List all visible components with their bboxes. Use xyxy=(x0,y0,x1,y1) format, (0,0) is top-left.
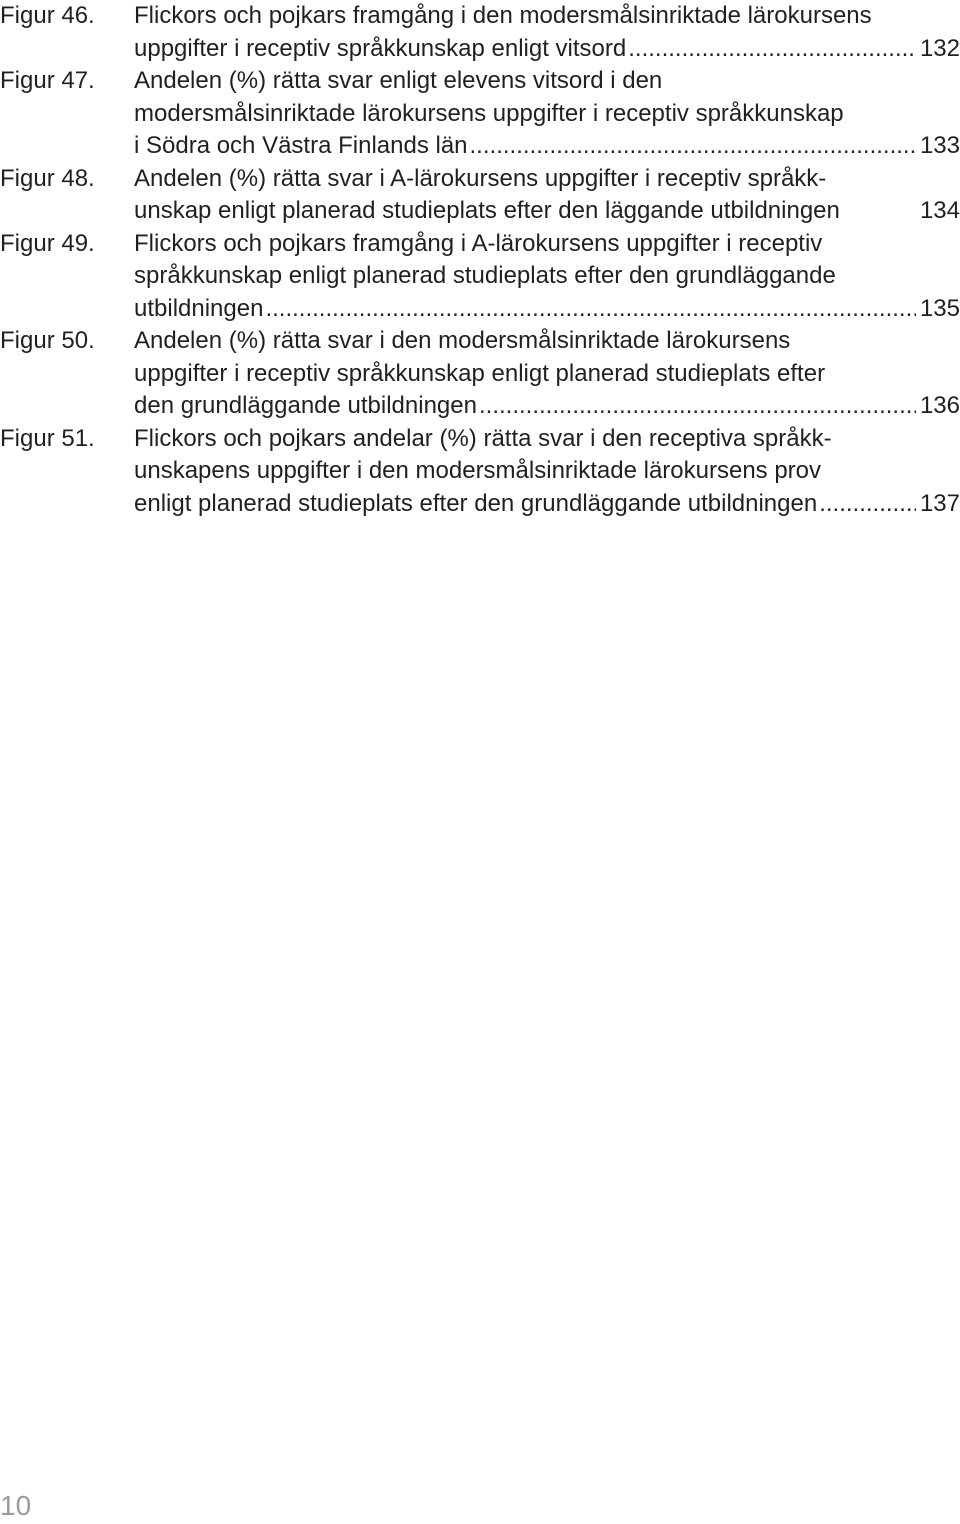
title-line: utbildningen xyxy=(134,294,264,322)
title-last-line xyxy=(134,33,960,66)
title-line: Andelen (%) rätta svar i den modersmålsinriktade lärokursens xyxy=(134,327,791,354)
toc-entry[interactable] xyxy=(0,163,960,228)
entry-title xyxy=(134,228,960,326)
title-line: Andelen (%) rätta svar i A-lärokursens uppgifter i receptiv språkk- xyxy=(134,164,827,192)
dot-leader xyxy=(479,390,916,423)
toc-entry[interactable] xyxy=(0,228,960,326)
title-line: språkkunskap enligt planerad studieplats efter den grundläggande xyxy=(134,262,836,289)
title-last-line xyxy=(134,488,960,521)
title-last-line xyxy=(134,195,960,228)
title-line: Flickors och pojkars andelar (%) rätta svar i den receptiva språkk- xyxy=(134,424,832,452)
figure-label: Figur 48. xyxy=(0,164,95,192)
entry-title xyxy=(134,163,960,228)
figure-label: Figur 51. xyxy=(0,424,95,452)
figure-label: Figur 50. xyxy=(0,327,95,354)
title-line: Flickors och pojkars framgång i den modersmålsinriktade lärokursens xyxy=(134,2,872,29)
page-number: 134 xyxy=(919,197,960,224)
title-line: den grundläggande utbildningen xyxy=(134,392,477,419)
dot-leader xyxy=(265,293,916,326)
entry-title xyxy=(134,0,960,65)
title-last-line xyxy=(134,130,960,163)
title-line: Andelen (%) rätta svar enligt elevens vitsord i den xyxy=(134,67,663,94)
figure-label: Figur 49. xyxy=(0,229,95,257)
page-number: 132 xyxy=(919,34,960,62)
page-number: 133 xyxy=(919,132,960,159)
toc-entry[interactable] xyxy=(0,65,960,163)
entry-title xyxy=(134,325,960,423)
dot-leader xyxy=(628,33,916,66)
dot-leader xyxy=(470,130,916,163)
page-footer-number: 10 xyxy=(0,1490,32,1521)
title-line: modersmålsinriktade lärokursens uppgifter i receptiv språkkunskap xyxy=(134,99,844,127)
title-line: uppgifter i receptiv språkkunskap enligt planerad studieplats efter xyxy=(134,359,826,387)
page-number: 137 xyxy=(919,489,960,517)
figure-label: Figur 46. xyxy=(0,2,95,29)
entry-title xyxy=(134,423,960,521)
title-last-line xyxy=(134,293,960,326)
figure-label: Figur 47. xyxy=(0,67,95,94)
title-line: unskapens uppgifter i den modersmålsinriktade lärokursens prov xyxy=(134,457,822,484)
toc-entry[interactable] xyxy=(0,423,960,521)
title-line: uppgifter i receptiv språkkunskap enligt vitsord xyxy=(134,34,627,62)
title-line: Flickors och pojkars framgång i A-lärokursens uppgifter i receptiv xyxy=(134,229,823,257)
entry-title xyxy=(134,65,960,163)
title-line: unskap enligt planerad studieplats efter den läggande utbildningen xyxy=(134,197,840,224)
toc-entry[interactable] xyxy=(0,325,960,423)
page-number: 135 xyxy=(919,294,960,322)
title-line: i Södra och Västra Finlands län xyxy=(134,132,468,159)
figure-list xyxy=(0,0,960,520)
title-line: enligt planerad studieplats efter den grundläggande utbildningen xyxy=(134,489,818,517)
page-number: 136 xyxy=(919,392,960,419)
title-last-line xyxy=(134,390,960,423)
dot-leader xyxy=(819,488,916,521)
toc-entry[interactable] xyxy=(0,0,960,65)
